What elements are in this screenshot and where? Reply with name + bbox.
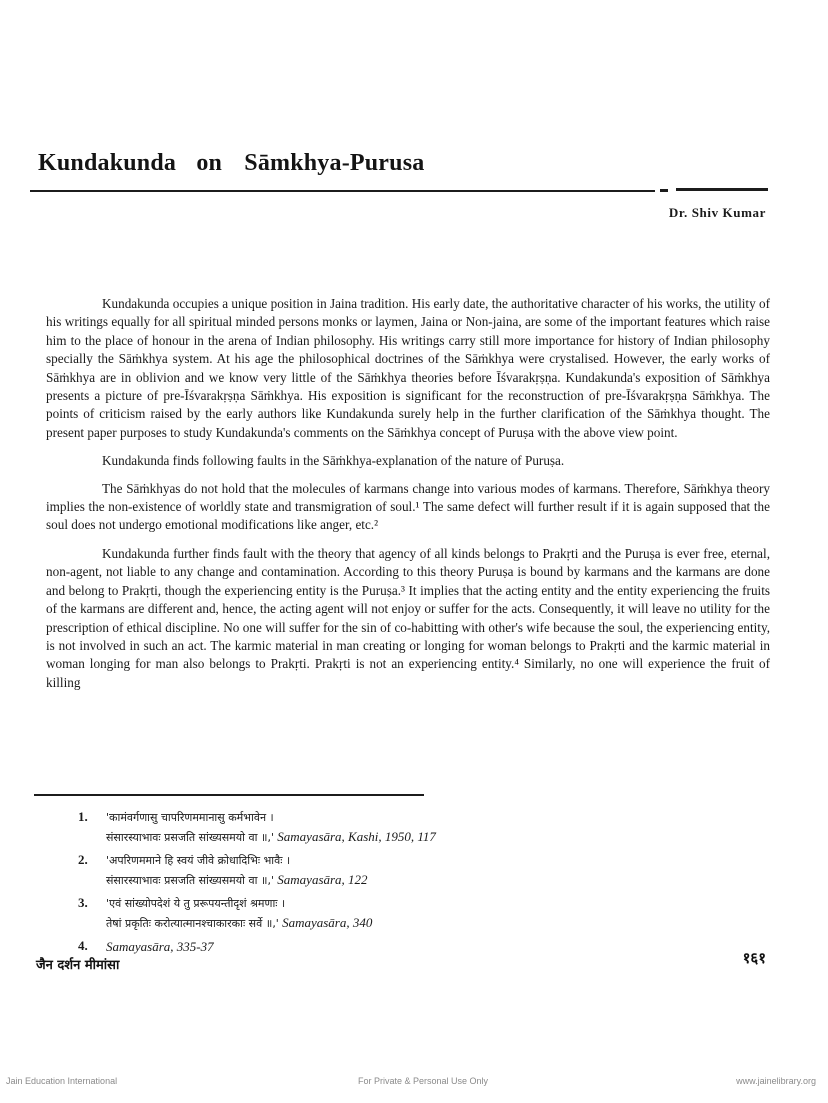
footnote-number: 2. (78, 852, 88, 867)
source-left: Jain Education International (6, 1076, 118, 1086)
footnote-verse: संसारस्याभावः प्रसजति सांख्यसमयो वा ॥,' (106, 874, 275, 887)
footnote (78, 851, 678, 890)
article-title (38, 150, 424, 177)
source-center: For Private & Personal Use Only (358, 1076, 489, 1086)
source-footer (0, 1076, 828, 1092)
paragraph: Kundakunda finds following faults in the Sāṁkhya-explanation of the nature of Puruṣa. (102, 453, 565, 469)
journal-name: जैन दर्शन मीमांसा (36, 958, 120, 973)
footnote-number: 4. (78, 938, 88, 953)
footnote (78, 894, 678, 933)
footnote (78, 808, 678, 847)
footnote-reference: Samayasāra, 122 (277, 872, 368, 887)
paragraph: The Sāṁkhyas do not hold that the molecules of karmans change into various modes of karmans. Therefore, Sāṁkhya theory implies the non-existence of worldly state and transmigration of soul.¹ The same defect will further result if it is again supposed that the soul does not undergo emotional modifications like anger, etc.² (46, 480, 770, 533)
footnote-verse: संसारस्याभावः प्रसजति सांख्यसमयो वा ॥,' (106, 831, 275, 844)
footnotes (78, 808, 678, 960)
footnote-verse: 'कामंवर्गणासु चापरिणममानासु कर्मभावेन । (106, 811, 274, 824)
title-part-3: Sāmkhya-Purusa (244, 150, 425, 176)
footnote-number: 3. (78, 895, 88, 910)
footnote-reference: Samayasāra, Kashi, 1950, 117 (277, 829, 436, 844)
paragraph: Kundakunda further finds fault with the theory that agency of all kinds belongs to Prakṛti and the Puruṣa is ever free, eternal, non-agent, not liable to any change and contamination. According to this theory Puruṣa is bound by karmans and the karmans are done and belong to Prakṛti, though the experiencing entity is the Puruṣa.³ It implies that the acting entity and the entity experiencing the fruits of the karmans are different and, hence, the acting agent will not enjoy or suffer for the acts. Consequently, it will leave no utility for the prescription of ethical discipline. No one will suffer for the sin of co-habitting with other's wife because the soul, the experiencing entity, is not involved in such an act. The karmic material in man creating or longing for woman belongs to Prakṛti and the karmic material in woman longing for man also belongs to Prakṛti. Prakṛti is not an experiencing entity.⁴ Similarly, no one will experience the fruit of killing (46, 545, 770, 690)
footnote-reference: Samayasāra, 335-37 (106, 939, 214, 954)
footnote-verse: 'अपरिणममाने हि स्वयं जीवे क्रोधादिभिः भावैः । (106, 854, 291, 867)
title-rule-dash (676, 188, 768, 191)
footnote-verse: 'एवं सांख्योपदेशं ये तु प्ररूपयन्तीदृशं श्रमणाः । (106, 897, 286, 910)
title-rule-dash (660, 189, 668, 192)
title-part-2: on (196, 150, 223, 176)
footnote-reference: Samayasāra, 340 (282, 915, 373, 930)
footnote-verse: तेषां प्रकृतिः करोत्यात्मानश्चाकारकाः सर्वे ॥,' (106, 917, 279, 930)
paragraph: Kundakunda occupies a unique position in Jaina tradition. His early date, the authoritative character of his works, the utility of his writings equally for all spiritual minded persons monks or laymen, Jaina or Non-jaina, are some of the important features which raise him to the place of honour in the arena of Indian philosophy. His writings carry still more importance for history of Indian philosophy specially the Sāṁkhya system. At his age the philosophical doctrines of the Sāṁkhya were crystalised. However, the early works of Sāṁkhya are in oblivion and we know very little of the Sāṁkhya theories before Īśvarakṛṣṇa. Kundakunda's exposition of Sāṁkhya presents a picture of pre-Īśvarakṛṣṇa Sāṁkhya. His exposition is significant for the reconstruction of pre-Īśvarakṛṣṇa Sāṁkhya. The points of criticism raised by the early authors like Kundakunda surely help in the further clarification of the Sāṁkhya thought. The present paper purposes to study Kundakunda's comments on the Sāṁkhya concept of Puruṣa with the above view point. (46, 296, 770, 440)
author-name: Dr. Shiv Kumar (668, 205, 766, 220)
source-link[interactable]: www.jainelibrary.org (736, 1076, 816, 1086)
article-body (46, 295, 770, 702)
footnote-number: 1. (78, 809, 88, 824)
page-number: १६१ (742, 949, 766, 967)
title-rule (30, 190, 655, 192)
footnote (78, 937, 678, 956)
title-part-1: Kundakunda (38, 150, 177, 176)
footnote-rule (34, 794, 424, 796)
